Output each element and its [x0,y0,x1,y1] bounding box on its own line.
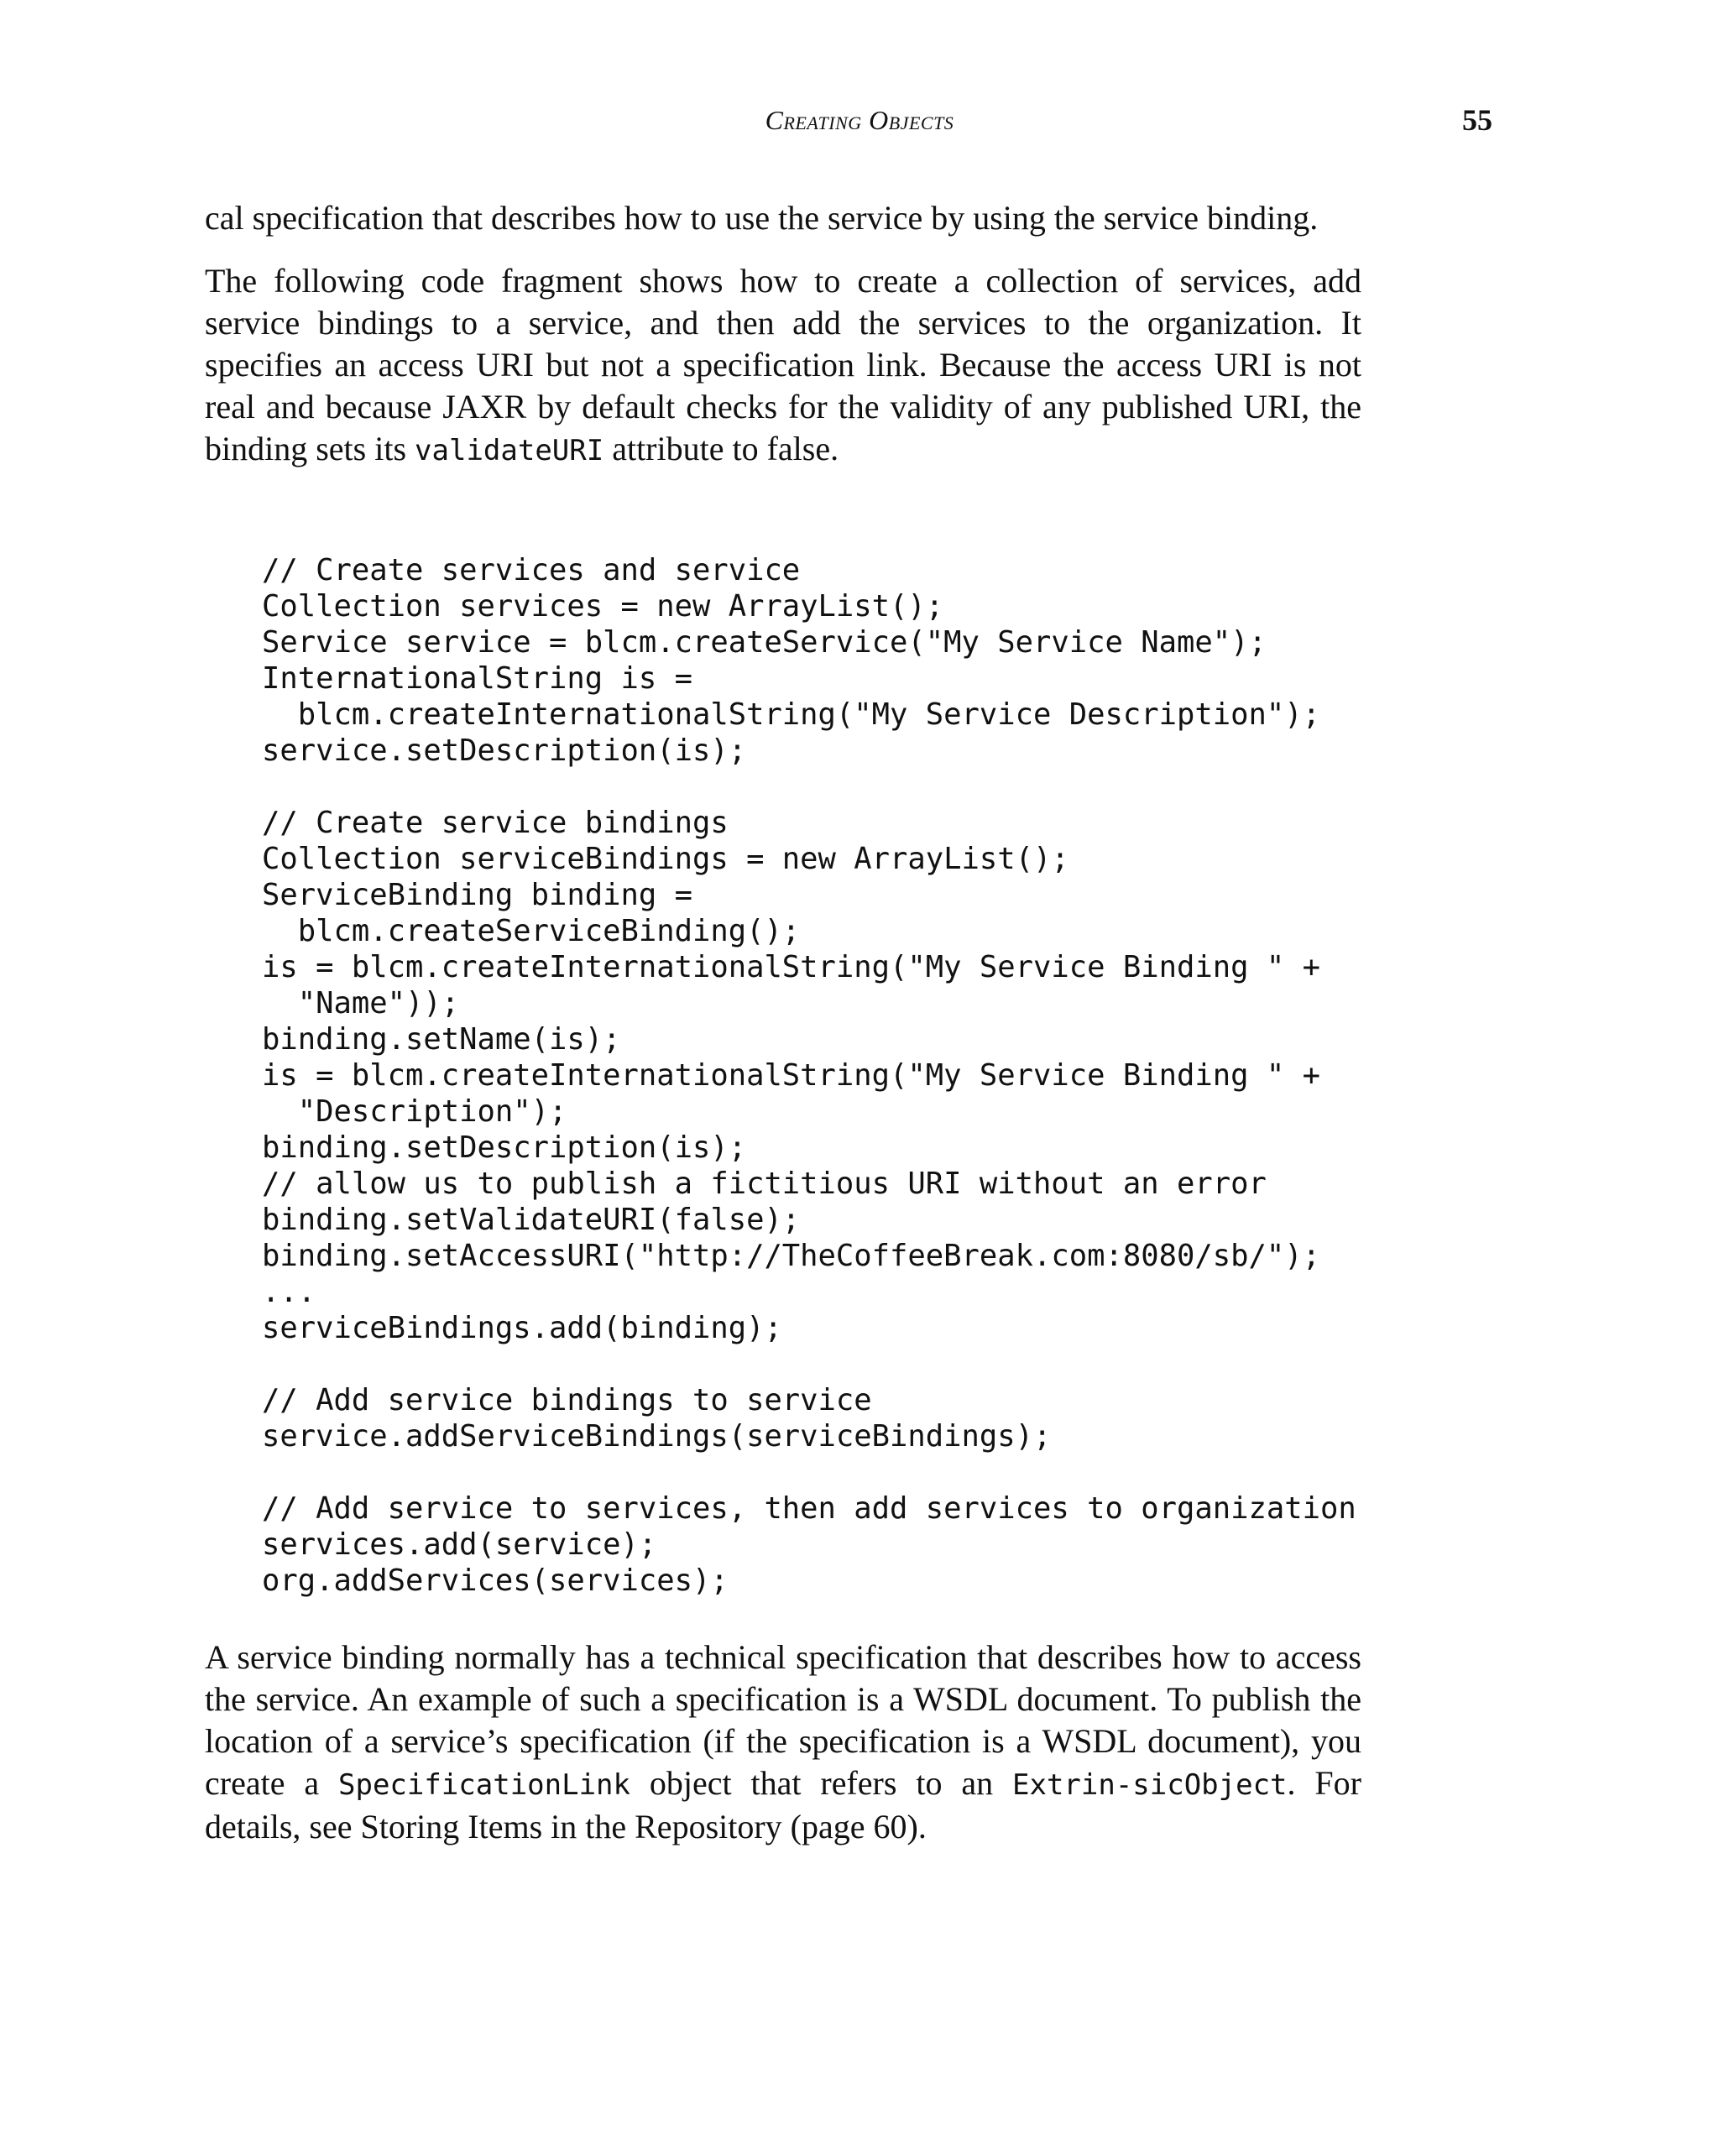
code-listing [262,552,1356,1599]
code-line: blcm.createServiceBinding(); [262,914,801,948]
code-line: org.addServices(services); [262,1563,729,1598]
closing-text [205,1637,1361,1869]
code-line [262,1346,1356,1382]
code-line: // Create services and service [262,553,801,587]
code-line: ServiceBinding binding = [262,878,692,912]
code-line: service.setDescription(is); [262,733,747,768]
code-line: is = blcm.createInternationalString("My Service Binding " + [262,1058,1320,1093]
code-line: // Add service to services, then add services to organization [262,1491,1356,1526]
paragraph-text: object that refers to an [630,1764,1013,1802]
inline-code: validateURI [415,434,604,467]
code-line [262,1454,1356,1490]
code-line: // Create service bindings [262,806,729,840]
code-line: "Description"); [262,1094,567,1129]
code-line: // Add service bindings to service [262,1383,872,1417]
inline-code: SpecificationLink [338,1768,630,1802]
paragraph-text: A service binding normally has a technical specification that describes how to access the service. An example of such a specification is a WSDL document. To publish the location of a service’s specification (if the specification is a WSDL document), you create a [205,1638,1361,1802]
paragraph-continuation: cal specification that describes how to use the service by using the service binding. [205,199,1319,237]
paragraph-code-intro [205,260,1361,472]
running-title: Creating Objects [765,105,954,135]
code-line: binding.setName(is); [262,1022,621,1057]
inline-code: Extrin-sicObject [1012,1768,1288,1802]
paragraph-text: attribute to false. [603,430,839,467]
paragraph-text: . For details, see Storing Items in the Repository (page 60). [205,1764,1361,1845]
code-line: service.addServiceBindings(serviceBindings); [262,1419,1052,1454]
code-line [262,769,1356,805]
intro-text [205,197,1361,493]
code-line: Collection serviceBindings = new ArrayList(); [262,842,1069,876]
code-line: "Name")); [262,986,460,1021]
code-line: ... [262,1275,316,1309]
code-line: Collection services = new ArrayList(); [262,589,944,624]
code-line: services.add(service); [262,1527,657,1562]
code-line: Service service = blcm.createService("My Service Name"); [262,625,1267,660]
code-line: serviceBindings.add(binding); [262,1311,782,1345]
code-line: binding.setAccessURI("http://TheCoffeeBreak.com:8080/sb/"); [262,1239,1320,1273]
page-number: 55 [1462,103,1492,137]
code-line: binding.setValidateURI(false); [262,1203,801,1237]
code-line: blcm.createInternationalString("My Service Description"); [262,697,1320,732]
paragraph-text: The following code fragment shows how to create a collection of services, add service bindings to a service, and then add the services to the organization. It specifies an access URI but not a specification link. Because the access URI is not real and because JAXR by default checks for the validity of any published URI, the binding sets its [205,262,1361,467]
code-line: // allow us to publish a fictitious URI without an error [262,1167,1267,1201]
running-header [0,99,1719,141]
code-line: is = blcm.createInternationalString("My Service Binding " + [262,950,1320,984]
code-line: binding.setDescription(is); [262,1130,747,1165]
paragraph-specification-link [205,1637,1361,1848]
code-line: InternationalString is = [262,661,692,696]
